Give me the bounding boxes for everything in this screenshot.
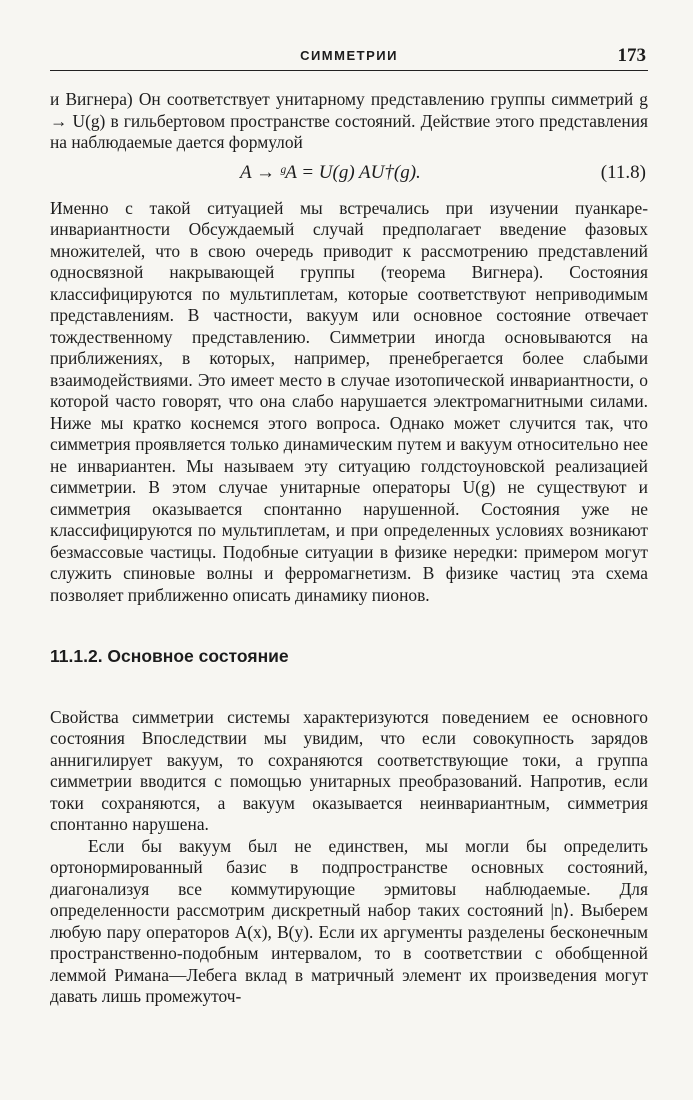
- page-header: [50, 40, 648, 71]
- book-page: [50, 40, 648, 1008]
- running-title: СИММЕТРИИ: [300, 48, 398, 63]
- paragraph: Именно с такой ситуацией мы встречались при изучении пуанкаре-инвариантности Обсуждаемый случай предполагает введение фазовых множителей, что в свою очередь приводит к рассмотрению представлений односвязной накрывающей группы (теорема Вигнера). Состояния классифицируются по мультиплетам, которые соответствуют неприводимым представлениям. В частности, вакуум или основное состояние отвечает тождественному представлению. Симметрии иногда основываются на приближениях, в которых, например, пренебрегается более слабыми взаимодействиями. Это имеет место в случае изотопической инвариантности, о которой часто говорят, что она слабо нарушается электромагнитными силами. Ниже мы кратко коснемся этого вопроса. Однако может случится так, что симметрия проявляется только динамическим путем и вакуум относительно нее не инвариантен. Мы называем эту ситуацию голдстоуновской реализацией симметрии. В этом случае унитарные операторы U(g) не существуют и симметрия оказывается спонтанно нарушенной. Состояния уже не классифицируются по мультиплетам, и при определенных условиях возникают безмассовые частицы. Подобные ситуации в физике нередки: примером могут служить спиновые волны и ферромагнетизм. В физике частиц эта схема позволяет приближенно описать динамику пионов.: [50, 197, 648, 605]
- paragraph: Если бы вакуум был не единствен, мы могли бы определить ортонормированный базис в подпространстве основных состояний, диагонализуя все коммутирующие эрмитовы наблюдаемые. Для определенности рассмотрим дискретный набор таких состояний |n⟩. Выберем любую пару операторов A(x), B(y). Если их аргументы разделены бесконечным пространственно-подобным интервалом, то в соответствии с обобщенной леммой Римана—Лебега вклад в матричный элемент их произведения могут давать лишь промежуточ-: [50, 835, 648, 1006]
- paragraph: и Вигнера) Он соответствует унитарному представлению группы симметрий g → U(g) в гильбертовом пространстве состояний. Действие этого представления на наблюдаемые дается формулой: [50, 89, 648, 152]
- section-heading: 11.1.2. Основное состояние: [50, 646, 289, 666]
- page-number: 173: [617, 45, 646, 66]
- body-text: [50, 89, 648, 1008]
- equation: [50, 156, 648, 196]
- paragraph: Свойства симметрии системы характеризуются поведением ее основного состояния Впоследствии мы увидим, что если совокупность зарядов аннигилирует вакуум, то сохраняются соответствующие токи, а группа симметрии вводится с помощью унитарных преобразований. Напротив, если токи сохраняются, а вакуум оказывается неинвариантным, симметрия спонтанно нарушена.: [50, 706, 648, 834]
- equation-number: (11.8): [600, 161, 646, 183]
- equation-expression: A → ᵍA = U(g) AU†(g).: [240, 161, 421, 183]
